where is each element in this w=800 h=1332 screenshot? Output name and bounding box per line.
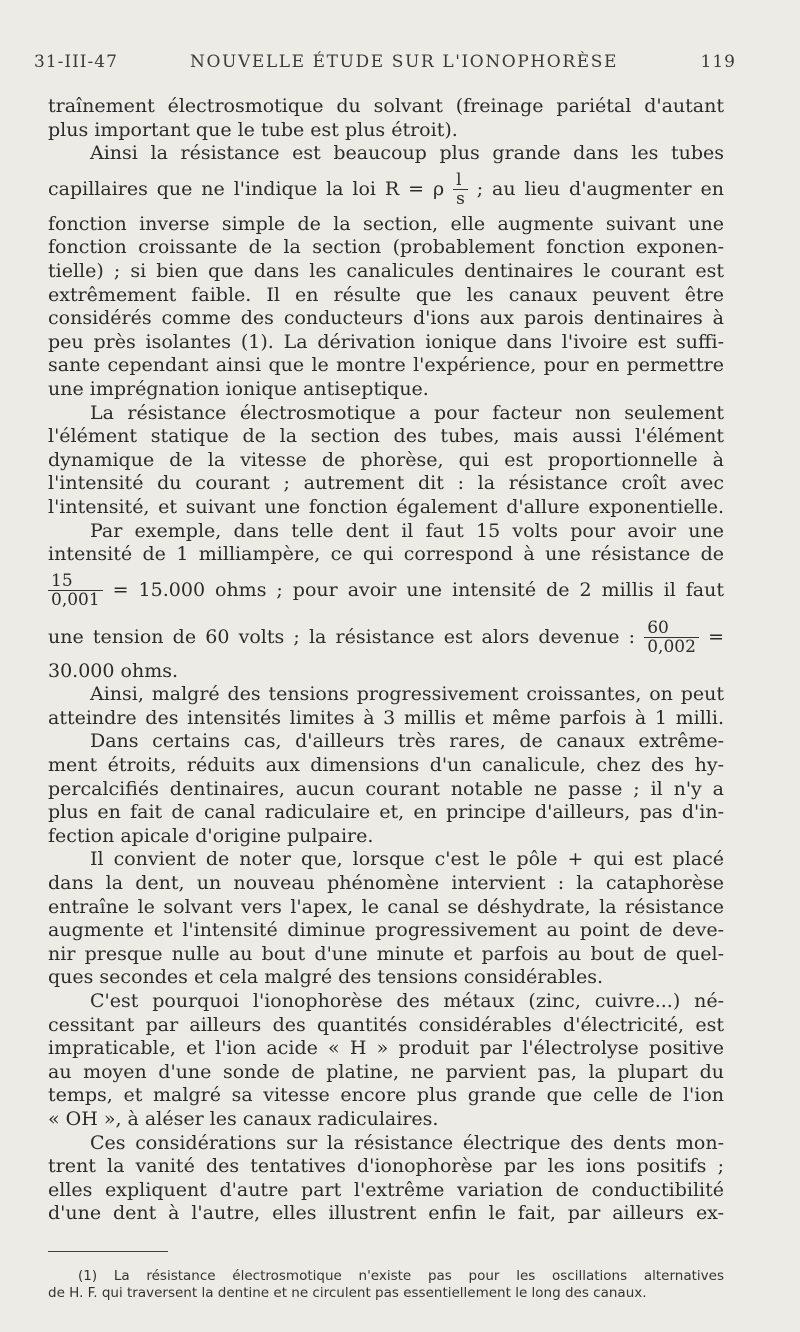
text-line: elles expliquent d'autre part l'extrême variation de conductibilité [48, 1178, 724, 1201]
fraction-denominator: 0,002 [647, 637, 696, 658]
text-line: au moyen d'une sonde de platine, ne parvient pas, la plupart du [48, 1060, 724, 1083]
fraction-numerator: 15 [48, 572, 103, 591]
formula-fraction [453, 171, 468, 208]
running-header [34, 52, 734, 76]
text-line: Il convient de noter que, lorsque c'est le pôle + qui est placé [90, 848, 724, 871]
calc-line-1 [48, 567, 724, 614]
text-line: intensité de 1 milliampère, ce qui correspond à une résistance de [48, 543, 724, 566]
header-title: NOUVELLE ÉTUDE SUR L'IONOPHORÈSE [190, 52, 619, 72]
calc-text-2: une tension de 60 volts ; la résistance est alors devenue : [48, 625, 636, 648]
fraction-numerator: 60 [644, 619, 699, 638]
text-line: « OH », à aléser les canaux radiculaires. [48, 1107, 439, 1130]
fraction-numerator: l [453, 171, 468, 190]
text-line: plus en fait de canal radiculaire et, en principe d'ailleurs, pas d'in- [48, 801, 724, 824]
text-line: 30.000 ohms. [48, 659, 179, 682]
text-line: ques secondes et cela malgré des tensions considérables. [48, 966, 603, 989]
text-line: fection apicale d'origine pulpaire. [48, 824, 374, 847]
footnote-separator [48, 1251, 168, 1252]
page-number: 119 [700, 52, 736, 72]
text-line: dynamique de la vitesse de phorèse, qui est proportionnelle à [48, 448, 724, 471]
text-line: considérés comme des conducteurs d'ions aux parois dentinaires à [48, 307, 724, 330]
calc-fraction-2 [644, 619, 699, 656]
text-line: sante cependant ainsi que le montre l'expérience, pour en permettre [48, 354, 724, 377]
formula-line [48, 166, 724, 213]
calc-line-2 [48, 614, 724, 660]
text-line: Par exemple, dans telle dent il faut 15 volts pour avoir une [90, 519, 724, 542]
formula-text-before: capillaires que ne l'indique la loi R = ρ [48, 177, 445, 200]
text-line: une imprégnation ionique antiseptique. [48, 377, 429, 400]
text-line: l'intensité, et suivant une fonction également d'allure exponentielle. [48, 495, 724, 518]
text-line: l'élément statique de la section des tubes, mais aussi l'élément [48, 425, 724, 448]
text-line: tielle) ; si bien que dans les canalicules dentinaires le courant est [48, 259, 724, 282]
text-line: trent la vanité des tentatives d'ionophorèse par les ions positifs ; [48, 1155, 724, 1178]
text-line: augmente et l'intensité diminue progressivement au point de deve- [48, 919, 724, 942]
text-line: peu près isolantes (1). La dérivation ionique dans l'ivoire est suffi- [48, 330, 724, 353]
text-line: fonction inverse simple de la section, elle augmente suivant une [48, 212, 724, 235]
formula-text-after: ; au lieu d'augmenter en [476, 177, 724, 200]
text-line: l'intensité du courant ; autrement dit : la résistance croît avec [48, 472, 724, 495]
text-line: C'est pourquoi l'ionophorèse des métaux (zinc, cuivre...) né- [90, 990, 724, 1012]
text-line: d'une dent à l'autre, elles illustrent enfin le fait, par ailleurs ex- [48, 1202, 724, 1225]
text-line: Ainsi la résistance est beaucoup plus grande dans les tubes [90, 142, 724, 165]
text-line: traînement électrosmotique du solvant (freinage pariétal d'autant [48, 95, 724, 117]
fraction-denominator: 0,001 [51, 590, 100, 611]
text-line: Ces considérations sur la résistance électrique des dents mon- [90, 1131, 724, 1154]
text-line: entraîne le solvant vers l'apex, le canal se déshydrate, la résistance [48, 895, 724, 918]
text-line: Dans certains cas, d'ailleurs très rares, de canaux extrême- [90, 730, 724, 753]
footnote-line: de H. F. qui traversent la dentine et ne circulent pas essentiellement le long des canaux. [48, 1285, 647, 1301]
calc-fraction-1 [48, 572, 103, 609]
calc-text-1: = 15.000 ohms ; pour avoir une intensité de 2 millis il faut [112, 578, 724, 601]
text-line: extrêmement faible. Il en résulte que les canaux peuvent être [48, 283, 724, 306]
text-line: impraticable, et l'ion acide « H » produit par l'électrolyse positive [48, 1037, 724, 1060]
header-date: 31-III-47 [34, 52, 118, 72]
text-line: temps, et malgré sa vitesse encore plus grande que celle de l'ion [48, 1084, 724, 1107]
text-line: dans la dent, un nouveau phénomène intervient : la cataphorèse [48, 872, 724, 895]
text-line: percalcifiés dentinaires, aucun courant notable ne passe ; il n'y a [48, 777, 724, 800]
footnote-line: (1) La résistance électrosmotique n'existe pas pour les oscillations alternatives [78, 1268, 724, 1284]
text-line: cessitant par ailleurs des quantités considérables d'électricité, est [48, 1013, 724, 1036]
text-line: atteindre des intensités limites à 3 millis et même parfois à 1 milli. [48, 706, 724, 729]
fraction-denominator: s [456, 189, 465, 210]
text-line: La résistance électrosmotique a pour facteur non seulement [90, 401, 724, 424]
calc-text-2-after: = [708, 625, 724, 648]
body-text [48, 95, 724, 1226]
footnote [48, 1268, 724, 1302]
text-line: Ainsi, malgré des tensions progressivement croissantes, on peut [90, 683, 724, 706]
text-line: fonction croissante de la section (probablement fonction exponen- [48, 236, 724, 259]
text-line: plus important que le tube est plus étroit). [48, 118, 458, 141]
text-line: ment étroits, réduits aux dimensions d'un canalicule, chez des hy- [48, 754, 724, 777]
text-line: nir presque nulle au bout d'une minute et parfois au bout de quel- [48, 942, 724, 965]
